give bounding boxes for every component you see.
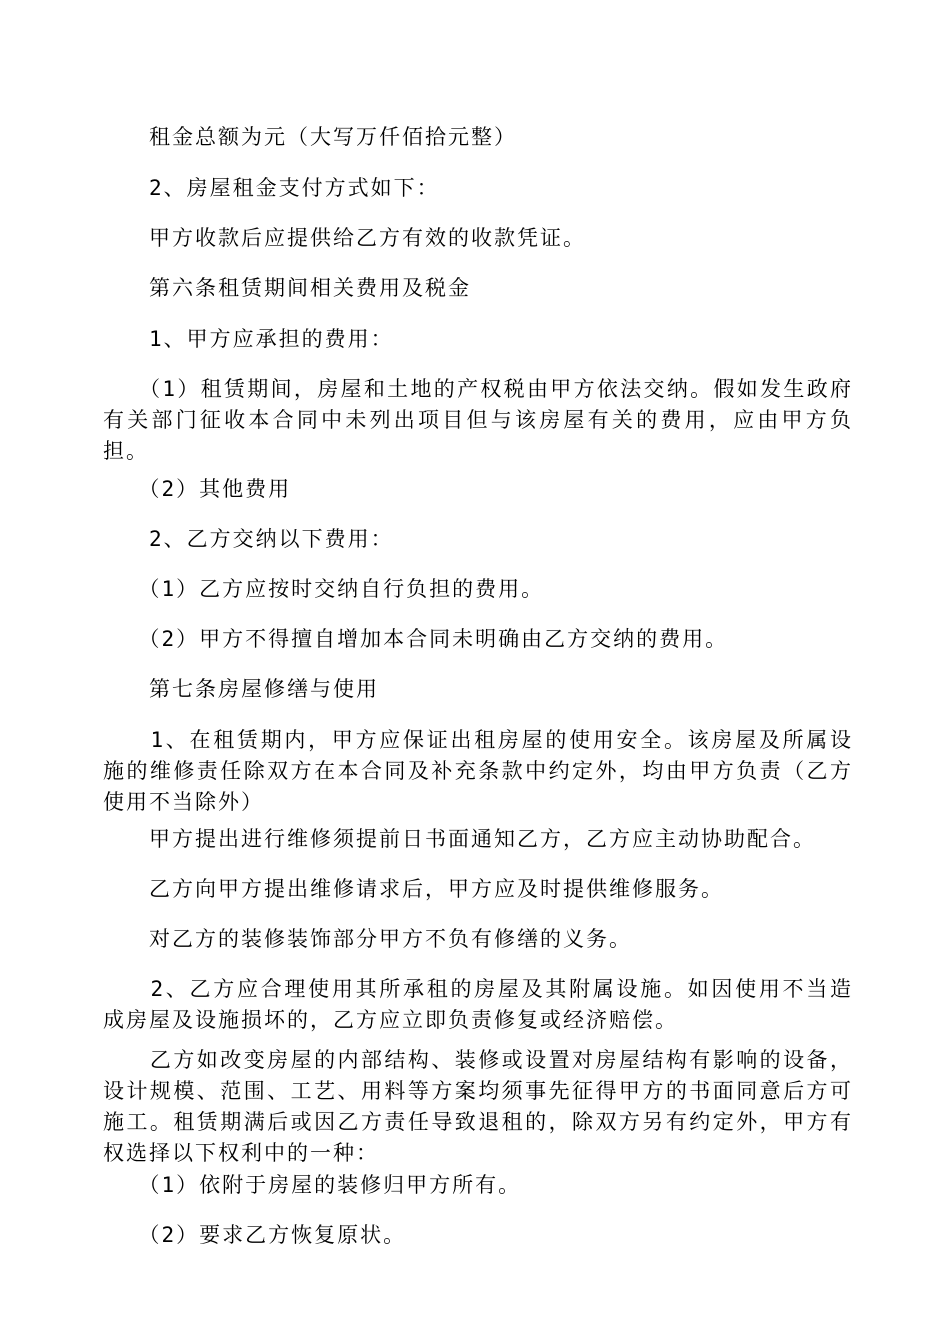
paragraph-payment-method: 2、房屋租金支付方式如下： (103, 176, 440, 200)
paragraph-option-2: （2）要求乙方恢复原状。 (103, 1223, 407, 1247)
paragraph-party-a-fees: 1、甲方应承担的费用： (103, 327, 394, 351)
section-heading-article-7: 第七条房屋修缮与使用 (103, 677, 379, 701)
paragraph-repair-request: 乙方向甲方提出维修请求后，甲方应及时提供维修服务。 (103, 877, 724, 901)
paragraph-other-fees: （2）其他费用 (103, 477, 292, 501)
paragraph-property-tax: （1）租赁期间，房屋和土地的产权税由甲方依法交纳。假如发生政府有关部门征收本合同中未列出项目但与该房屋有关的费用，应由甲方负担。 (103, 377, 853, 463)
paragraph-party-b-fees: 2、乙方交纳以下费用： (103, 527, 394, 551)
paragraph-maintenance-duty: 1、在租赁期内，甲方应保证出租房屋的使用安全。该房屋及所属设施的维修责任除双方在本合同及补充条款中约定外，均由甲方负责（乙方使用不当除外） (103, 728, 853, 814)
paragraph-rent-total: 租金总额为元（大写万仟佰拾元整） (103, 125, 517, 149)
paragraph-no-extra-fees: （2）甲方不得擅自增加本合同未明确由乙方交纳的费用。 (103, 627, 729, 651)
paragraph-receipt: 甲方收款后应提供给乙方有效的收款凭证。 (103, 226, 586, 250)
paragraph-proper-use: 2、乙方应合理使用其所承租的房屋及其附属设施。如因使用不当造成房屋及设施损坏的，乙方应立即负责修复或经济赔偿。 (103, 977, 853, 1032)
paragraph-decoration: 对乙方的装修装饰部分甲方不负有修缮的义务。 (103, 927, 632, 951)
paragraph-party-b-timely: （1）乙方应按时交纳自行负担的费用。 (103, 577, 545, 601)
paragraph-structure-change: 乙方如改变房屋的内部结构、装修或设置对房屋结构有影响的设备，设计规模、范围、工艺、用料等方案均须事先征得甲方的书面同意后方可施工。租赁期满后或因乙方责任导致退租的，除双方另有约定外，甲方有权选择以下权利中的一种： (103, 1048, 853, 1165)
section-heading-article-6: 第六条租赁期间相关费用及税金 (103, 276, 471, 300)
paragraph-option-1: （1）依附于房屋的装修归甲方所有。 (103, 1173, 522, 1197)
paragraph-repair-notice: 甲方提出进行维修须提前日书面通知乙方，乙方应主动协助配合。 (103, 827, 816, 851)
